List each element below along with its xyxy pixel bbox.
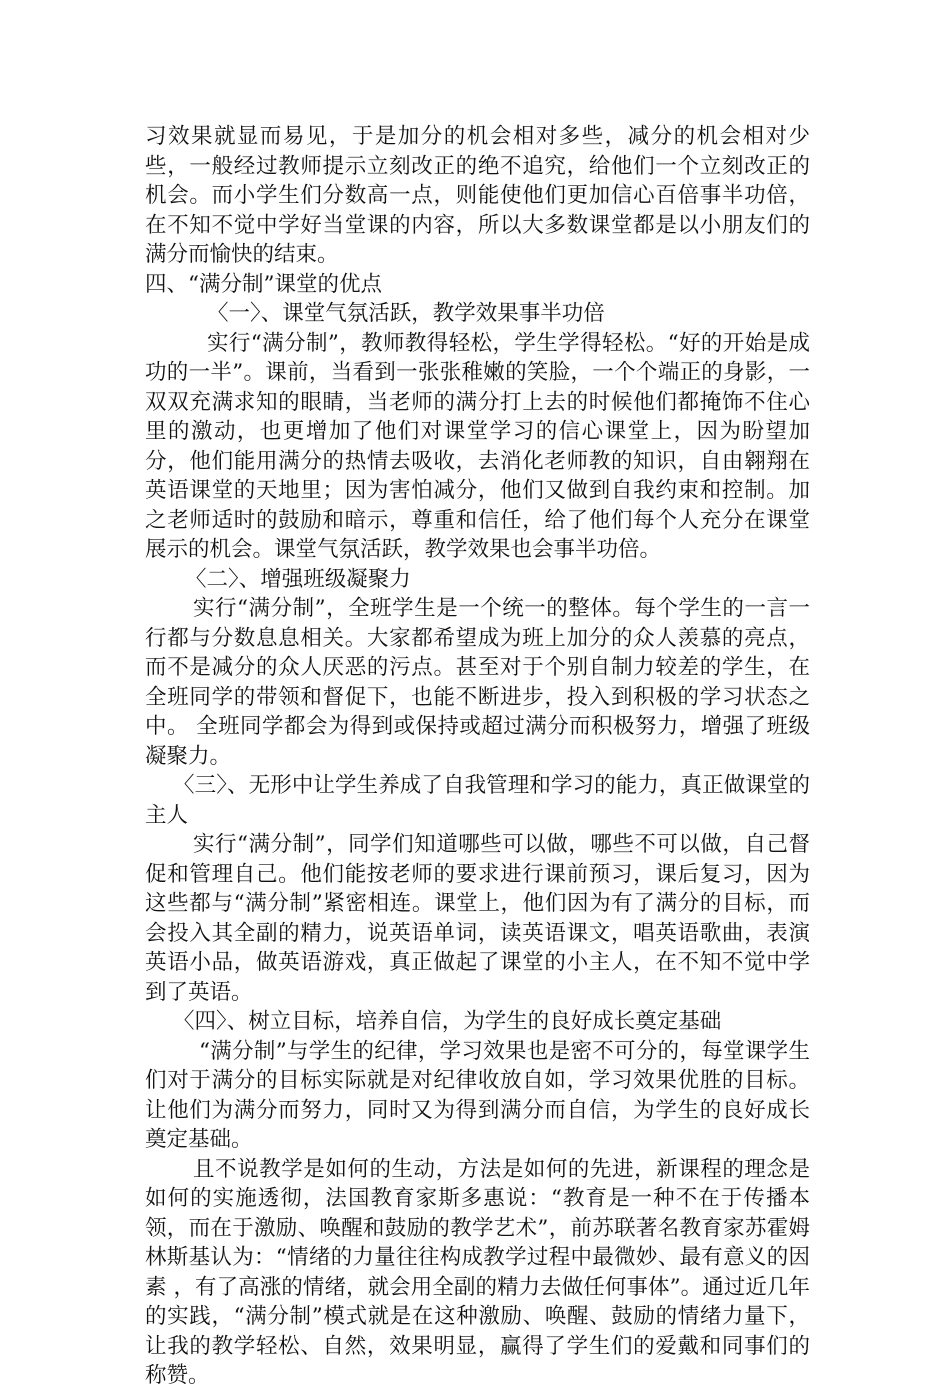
paragraph-goals: “满分制”与学生的纪律，学习效果也是密不可分的，每堂课学生们对于满分的目标实际就是对纪律收放自如，学习效果优胜的目标。让他们为满分而努力，同时又为得到满分而自信，为学生的良好成长奠定基础。 — [145, 1038, 810, 1152]
paragraph-continued: 习效果就显而易见，于是加分的机会相对多些，减分的机会相对少些，一般经过教师提示立刻改正的绝不追究，给他们一个立刻改正的机会。而小学生们分数高一点，则能使他们更加信心百倍事半功倍，在不知不觉中学好当堂课的内容，所以大多数课堂都是以小朋友们的满分而愉快的结束。 — [145, 124, 810, 267]
paragraph-lively-classroom: 实行“满分制”，教师教得轻松，学生学得轻松。“好的开始是成功的一半”。课前，当看到一张张稚嫩的笑脸，一个个端正的身影，一双双充满求知的眼睛，当老师的满分打上去的时候他们都掩饰不住心里的激动，也更增加了他们对课堂学习的信心课堂上，因为盼望加分，他们能用满分的热情去吸收，去消化老师教的知识，自由翱翔在英语课堂的天地里；因为害怕减分，他们又做到自我约束和控制。加之老师适时的鼓励和暗示，尊重和信任，给了他们每个人充分在课堂展示的机会。课堂气氛活跃，教学效果也会事半功倍。 — [145, 330, 810, 562]
subheading-4: 〈四〉、树立目标，培养自信，为学生的良好成长奠定基础 — [173, 1009, 722, 1034]
subheading-1: 〈一〉、课堂气氛活跃，教学效果事半功倍 — [207, 301, 605, 326]
subheading-3: 〈三〉、无形中让学生养成了自我管理和学习的能力，真正做课堂的主人 — [145, 773, 810, 828]
paragraph-conclusion: 且不说教学是如何的生动，方法是如何的先进，新课程的理念是如何的实施透彻，法国教育家斯多惠说：“教育是一种不在于传播本领，而在于激励、唤醒和鼓励的教学艺术”，前苏联著名教育家苏霍姆林斯基认为：“情绪的力量往往构成教学过程中最微妙、最有意义的因素 ，有了高涨的情绪，就会用全副的精力去做任何事体”。通过近几年的实践，“满分制”模式就是在这种激励、唤醒、鼓励的情绪力量下，让我的教学轻松、自然，效果明显，赢得了学生们的爱戴和同事们的称赞。 — [145, 1156, 810, 1388]
paragraph-cohesion: 实行“满分制”，全班学生是一个统一的整体。每个学生的一言一行都与分数息息相关。大家都希望成为班上加分的众人羡慕的亮点，而不是减分的众人厌恶的污点。甚至对于个别自制力较差的学生，在全班同学的带领和督促下，也能不断进步，投入到积极的学习状态之中。 全班同学都会为得到或保持或超过满分而积极努力，增强了班级凝聚力。 — [145, 596, 810, 769]
subheading-2: 〈二〉、增强班级凝聚力 — [185, 566, 411, 592]
paragraph-self-management: 实行“满分制”，同学们知道哪些可以做，哪些不可以做，自己督促和管理自己。他们能按老师的要求进行课前预习，课后复习，因为这些都与“满分制”紧密相连。课堂上，他们因为有了满分的目标，而会投入其全副的精力，说英语单词，读英语课文，唱英语歌曲，表演英语小品，做英语游戏，真正做起了课堂的小主人，在不知不觉中学到了英语。 — [145, 832, 810, 1005]
section-heading-advantages: 四、“满分制”课堂的优点 — [145, 271, 382, 297]
document-page — [145, 122, 810, 1391]
